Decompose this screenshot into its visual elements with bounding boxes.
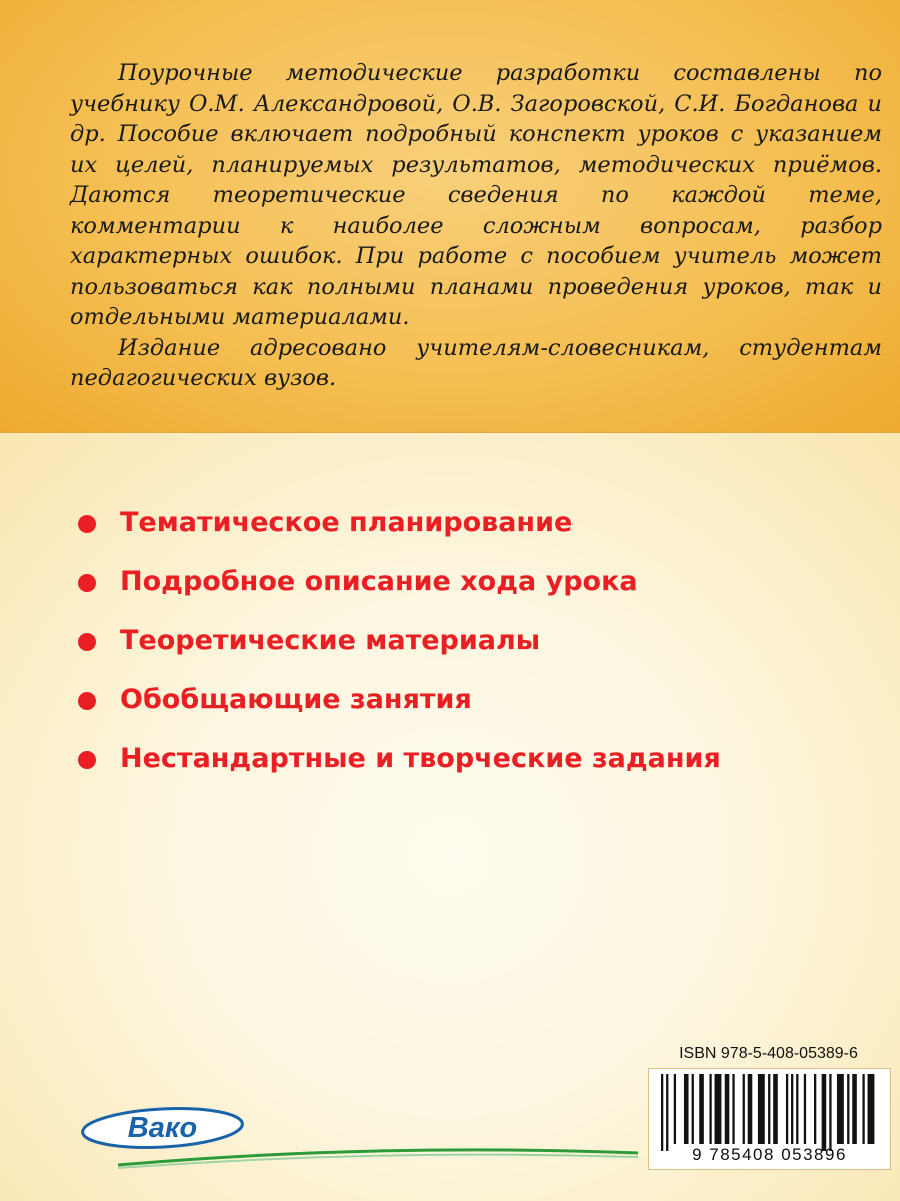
barcode-bar	[852, 1074, 857, 1144]
bullet-icon	[78, 751, 96, 769]
barcode-bar	[868, 1074, 875, 1144]
barcode-bar	[804, 1074, 806, 1144]
barcode-bar	[666, 1074, 668, 1151]
bullet-icon	[78, 692, 96, 710]
feature-label: Обобщающие занятия	[120, 684, 472, 715]
barcode	[648, 1068, 891, 1170]
bullet-icon	[78, 633, 96, 651]
barcode-bar	[661, 1074, 663, 1151]
barcode-bar	[674, 1074, 676, 1144]
barcode-bar	[814, 1074, 816, 1144]
feature-item	[78, 624, 838, 657]
barcode-bar	[699, 1074, 704, 1144]
barcode-bar	[829, 1074, 831, 1151]
feature-label: Теоретические материалы	[120, 625, 541, 656]
barcode-bar	[715, 1074, 722, 1144]
barcode-bar	[684, 1074, 689, 1144]
bullet-icon	[78, 515, 96, 533]
publisher-logo	[80, 1106, 245, 1150]
barcode-bar	[709, 1074, 711, 1144]
barcode-bar	[743, 1074, 745, 1144]
barcode-bar	[732, 1074, 734, 1144]
feature-item	[78, 683, 838, 716]
barcode-bar	[758, 1074, 765, 1144]
feature-item	[78, 506, 838, 539]
barcode-bar	[768, 1074, 770, 1144]
barcode-bar	[822, 1074, 827, 1151]
barcode-bar	[725, 1074, 730, 1144]
description-text	[70, 58, 882, 394]
barcode-bar	[791, 1074, 793, 1144]
features-list	[78, 506, 838, 801]
barcode-bar	[692, 1074, 694, 1144]
feature-item	[78, 565, 838, 598]
barcode-bar	[773, 1074, 778, 1144]
description-paragraph-2: Издание адресовано учителям-словесникам, студентам педагогических вузов.	[70, 334, 882, 391]
barcode-bar	[862, 1074, 864, 1144]
barcode-bar	[837, 1074, 844, 1144]
feature-label: Тематическое планирование	[120, 507, 573, 538]
barcode-bar	[786, 1074, 788, 1144]
isbn-label: ISBN 978-5-408-05389-6	[679, 1045, 858, 1062]
barcode-bar	[847, 1074, 849, 1144]
description-panel	[0, 0, 900, 432]
feature-label: Подробное описание хода урока	[120, 566, 638, 597]
bullet-icon	[78, 574, 96, 592]
feature-item	[78, 742, 838, 775]
logo-text: Вако	[127, 1112, 198, 1144]
description-paragraph-1: Поурочные методические разработки составлены по учебнику О.М. Александровой, О.В. Загоровской, С.И. Богданова и др. Пособие включает подробный конспект уроков с указанием их целей, планируемых результатов, методических приёмов. Даются теоретические сведения по каждой теме, комментарии к наиболее сложным вопросам, разбор характерных ошибок. При работе с пособием учитель может пользоваться как полными планами проведения уроков, так и отдельными материалами.	[70, 60, 882, 330]
barcode-bar	[748, 1074, 753, 1144]
barcode-bars	[659, 1074, 880, 1151]
barcode-digits: 9 785408 053896	[692, 1145, 847, 1164]
barcode-bar	[796, 1074, 798, 1144]
feature-label: Нестандартные и творческие задания	[120, 743, 721, 774]
